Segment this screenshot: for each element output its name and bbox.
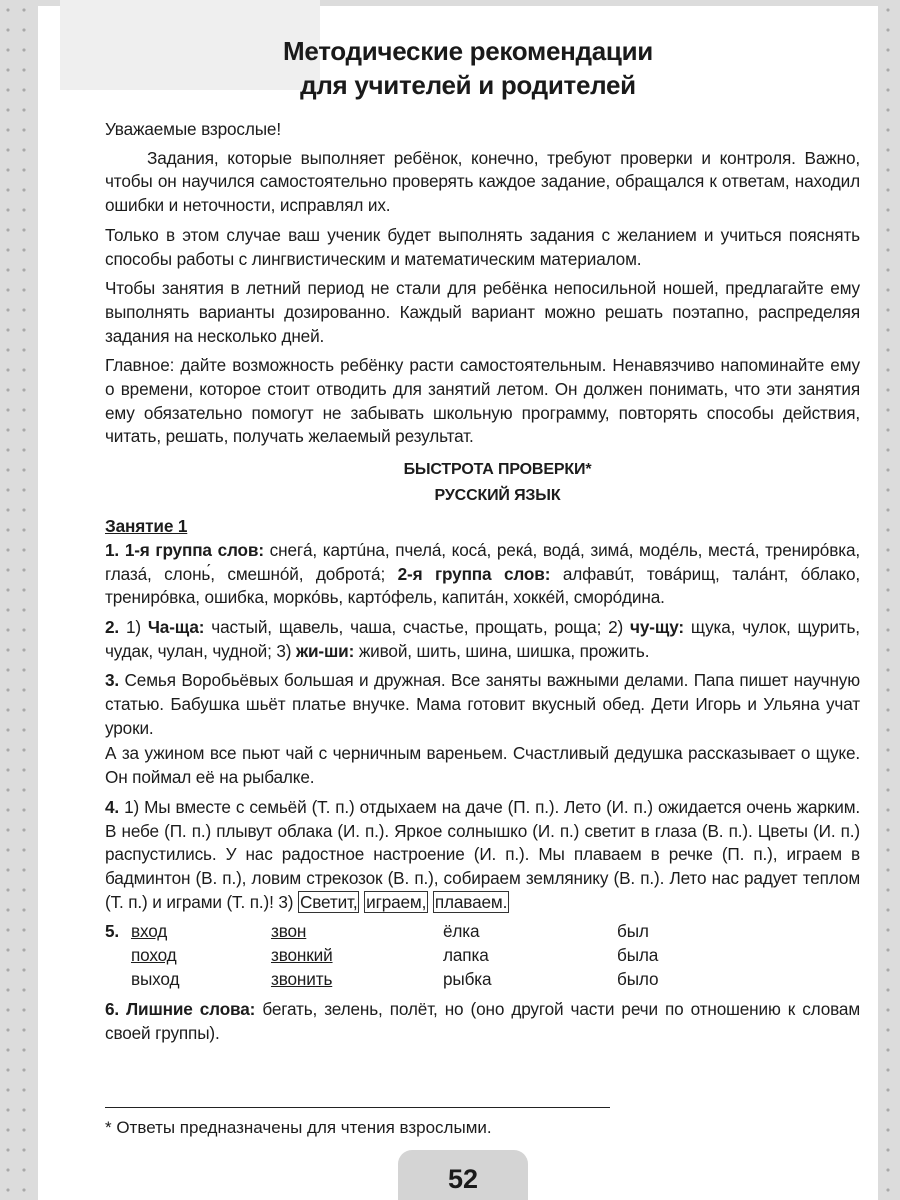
document-body xyxy=(105,118,860,1052)
answer-2-text-2: щука, чулок, щурить, чудак, чулан, чудной; xyxy=(105,616,860,661)
intro-paragraph-3: Чтобы занятия в летний период не стали для ребёнка непосильной ношей, предлагайте ему выполнять варианты дозированно. Каждый вариант можно решать поэтапно, распределяя задания на несколько дней. xyxy=(105,278,860,346)
answer-1-text-2: алфавúт, товáрищ, талáнт, óблако, тренирóвка, ошибка, морко́вь, картóфель, капитáн, хоккéй, сморóдина. xyxy=(105,563,860,608)
section-heading-russian: РУССКИЙ ЯЗЫК xyxy=(434,487,561,505)
answer-5-col1-word: вход xyxy=(131,921,168,942)
answer-5-word-table xyxy=(105,920,860,992)
answer-2-part-1: 1) xyxy=(125,616,141,637)
answer-3-continued: А за ужином все пьют чай с черничным вареньем. Счастливый дедушка рассказывает о щуке. Он поймал её на рыбалке. xyxy=(105,743,860,788)
answer-4 xyxy=(105,796,860,915)
answer-4-part-3: 3) xyxy=(278,891,294,912)
answer-4-text: 1) Мы вместе с семьёй (Т. п.) отдыхаем на даче (П. п.). Лето (И. п.) ожидается очень жарким. В небе (П. п.) плывут облака (И. п.). Яркое солнышко (И. п.) светит в глаза (В. п.). Цветы (И. п.) распустились. У нас радостное настроение (И. п.). Мы плаваем в речке (П. п.), играем в бадминтон (В. п.), ловим стрекозок (В. п.), собираем землянику (В. п.). Лето нас радует теплом (Т. п.) и играми (Т. п.)! xyxy=(105,796,860,912)
answer-5-col4-word: был xyxy=(617,921,649,942)
page-number: 52 xyxy=(447,1164,479,1194)
answer-5-col3-word: ёлка xyxy=(443,921,480,942)
answer-1-number: 1. xyxy=(105,539,120,560)
answer-2-label-3: жи-ши: xyxy=(295,640,355,661)
section-heading-check: БЫСТРОТА ПРОВЕРКИ* xyxy=(403,461,592,479)
answer-4-word-2: играем, xyxy=(366,891,427,912)
intro-paragraph-2: Только в этом случае ваш ученик будет выполнять задания с желанием и учиться пояснять способы работы с лингвистическим и математическим материалом. xyxy=(105,224,860,269)
answer-5-col3-word: рыбка xyxy=(443,969,492,990)
answer-4-word-3: плаваем. xyxy=(434,891,508,912)
answer-2-part-3: 3) xyxy=(276,640,292,661)
answer-5-col2-word: звонить xyxy=(271,969,333,990)
answer-3 xyxy=(105,669,860,740)
answer-5-col4-word: была xyxy=(617,945,659,966)
title-line-1: Методические рекомендации xyxy=(283,36,653,66)
answer-6 xyxy=(105,998,860,1045)
answer-3-number: 3. xyxy=(105,670,120,691)
answer-4-word-1: Светит, xyxy=(299,891,358,912)
greeting: Уважаемые взрослые! xyxy=(105,119,281,139)
answer-1-label-2: 2-я группа слов: xyxy=(397,563,551,584)
answer-2-label-1: Ча-ща: xyxy=(147,616,205,637)
intro-paragraph-4: Главное: дайте возможность ребёнку расти самостоятельным. Ненавязчиво напоминайте ему о времени, которое стоит отводить для занятий летом. Он должен понимать, что эти занятия ему обязательно помогут не забывать школьную программу, повторять способы действия, читать, решать, получать желаемый результат. xyxy=(105,355,860,447)
answer-5-col4-word: было xyxy=(617,969,659,990)
answer-5-col1-word: поход xyxy=(131,945,177,966)
answer-1 xyxy=(105,539,860,610)
answer-6-label: Лишние слова: xyxy=(126,999,256,1020)
intro-paragraph-1: Задания, которые выполняет ребёнок, конечно, требуют проверки и контроля. Важно, чтобы он научился самостоятельно проверять каждое задание, обращался к ответам, находил ошибки и неточности, исправлял их. xyxy=(105,147,860,216)
answer-5-col2-word: звонкий xyxy=(271,945,333,966)
answer-1-text-1: снегá, картúна, пчелá, косá, рекá, водá, зимá, модéль, местá, трениpóвка, глазá, слонь́, смешнóй, добротá; xyxy=(105,539,860,584)
answer-1-label-1: 1-я группа слов: xyxy=(124,539,264,560)
answer-5-number: 5. xyxy=(105,921,120,942)
footnote: * Ответы предназначены для чтения взрослыми. xyxy=(105,1118,492,1137)
title-line-2: для учителей и родителей xyxy=(300,70,636,100)
answer-4-number: 4. xyxy=(105,796,120,817)
answer-6-text: бегать, зелень, полёт, но (оно другой части речи по отношению к словам своей группы). xyxy=(105,999,860,1044)
answer-5-col2-word: звон xyxy=(271,921,307,942)
answer-6-number: 6. xyxy=(105,999,120,1020)
answer-2-number: 2. xyxy=(105,616,120,637)
lesson-title: Занятие 1 xyxy=(105,516,188,537)
answer-2-text-1: частый, щавель, чаша, счастье, прощать, роща; xyxy=(211,616,602,637)
answer-2-part-2: 2) xyxy=(608,616,624,637)
answer-2-text-3: живой, шить, шина, шишка, прожить. xyxy=(358,640,650,661)
answer-3-text-1: Семья Воробьёвых большая и дружная. Все заняты важными делами. Папа пишет научную статью. Бабушка шьёт платье внучке. Мама готовит вкусный обед. Дети Игорь и Ульяна учат уроки. xyxy=(105,670,860,738)
answer-2-label-2: чу-щу: xyxy=(630,616,684,637)
footnote-divider xyxy=(105,1107,610,1108)
answer-5-col1-word: выход xyxy=(131,969,180,990)
page-title xyxy=(258,34,678,118)
answer-2 xyxy=(105,616,860,663)
answer-5-col3-word: лапка xyxy=(443,945,489,966)
